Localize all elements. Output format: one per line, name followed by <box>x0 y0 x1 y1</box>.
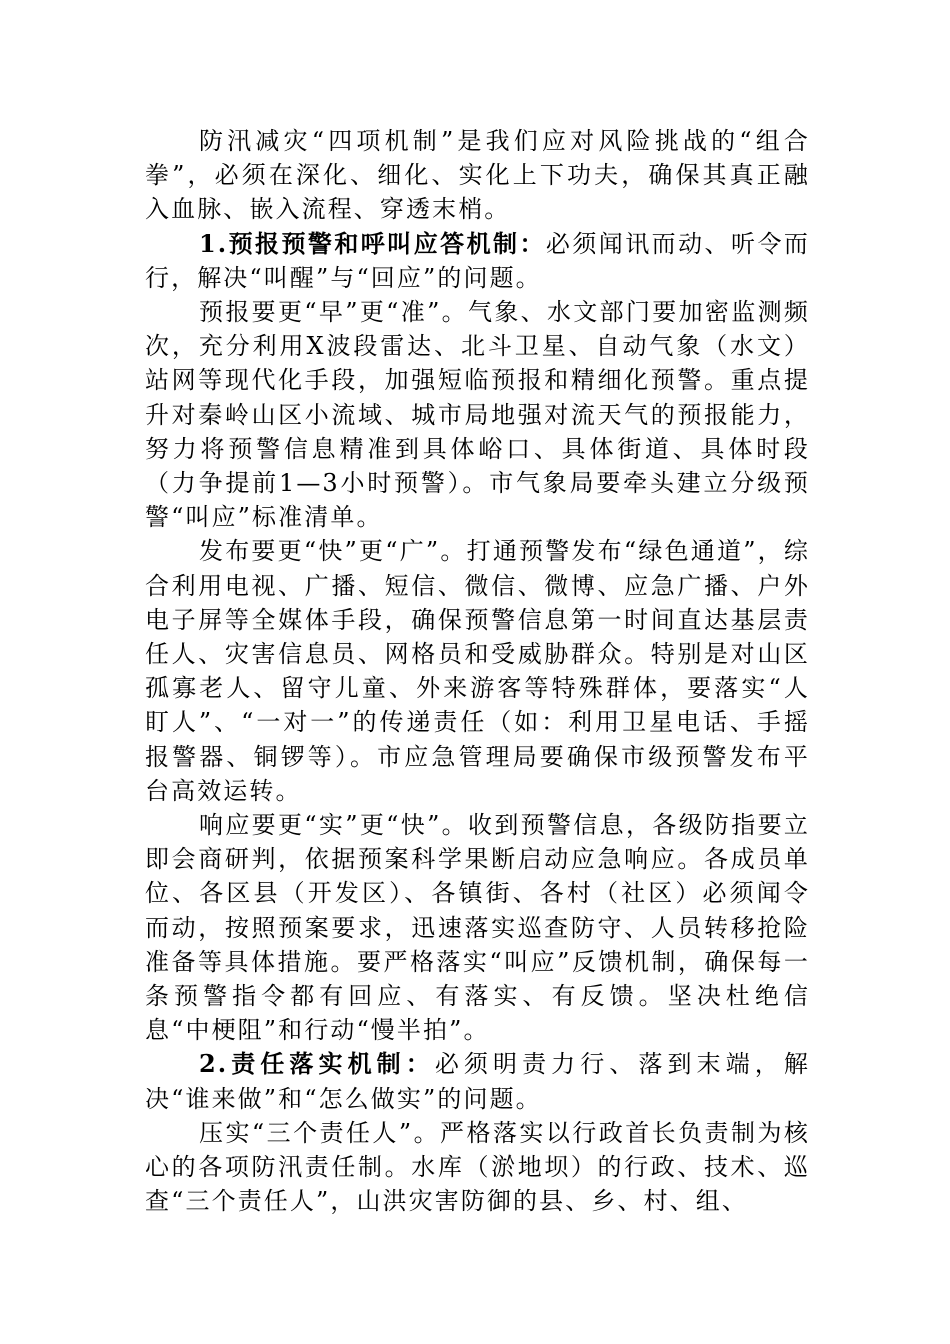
paragraph-section-2-heading <box>145 1047 810 1115</box>
paragraph-responsibility <box>145 1116 810 1219</box>
paragraph-text: 发布要更“快”更“广”。打通预警发布“绿色通道”，综合利用电视、广播、短信、微信、微博、应急广播、户外电子屏等全媒体手段，确保预警信息第一时间直达基层责任人、灾害信息员、网格员和受威胁群众。特别是对山区孤寡老人、留守儿童、外来游客等特殊群体，要落实“人盯人”、“一对一”的传递责任（如：利用卫星电话、手摇报警器、铜锣等）。市应急管理局要确保市级预警发布平台高效运转。 <box>145 537 810 805</box>
paragraph-text: 必须闻讯而动、听令而行，解决“叫醒”与“回应”的问题。 <box>145 229 810 292</box>
paragraph-release <box>145 534 810 808</box>
paragraph-section-1-heading <box>145 227 810 295</box>
paragraph-intro <box>145 124 810 227</box>
section-2-title: 2.责任落实机制： <box>199 1049 435 1079</box>
paragraph-text: 必须明责力行、落到末端，解决“谁来做”和“怎么做实”的问题。 <box>145 1050 810 1113</box>
paragraph-text: 压实“三个责任人”。严格落实以行政首长负责制为核心的各项防汛责任制。水库（淤地坝）的行政、技术、巡查“三个责任人”，山洪灾害防御的县、乡、村、组、 <box>145 1118 810 1216</box>
paragraph-text: 防汛减灾“四项机制”是我们应对风险挑战的“组合拳”，必须在深化、细化、实化上下功夫，确保其真正融入血脉、嵌入流程、穿透末梢。 <box>145 127 810 224</box>
paragraph-text: 预报要更“早”更“准”。气象、水文部门要加密监测频次，充分利用X波段雷达、北斗卫星、自动气象（水文）站网等现代化手段，加强短临预报和精细化预警。重点提升对秦岭山区小流域、城市局地强对流天气的预报能力，努力将预警信息精准到具体峪口、具体街道、具体时段（力争提前1—3小时预警）。市气象局要牵头建立分级预警“叫应”标准清单。 <box>145 298 810 532</box>
section-1-title: 1.预报预警和呼叫应答机制： <box>199 228 546 258</box>
document-body <box>145 124 810 1219</box>
paragraph-forecast <box>145 295 810 534</box>
paragraph-response <box>145 808 810 1047</box>
paragraph-text: 响应要更“实”更“快”。收到预警信息，各级防指要立即会商研判，依据预案科学果断启动应急响应。各成员单位、各区县（开发区）、各镇街、各村（社区）必须闻令而动，按照预案要求，迅速落实巡查防守、人员转移抢险准备等具体措施。要严格落实“叫应”反馈机制，确保每一条预警指令都有回应、有落实、有反馈。坚决杜绝信息“中梗阻”和行动“慢半拍”。 <box>145 811 810 1045</box>
